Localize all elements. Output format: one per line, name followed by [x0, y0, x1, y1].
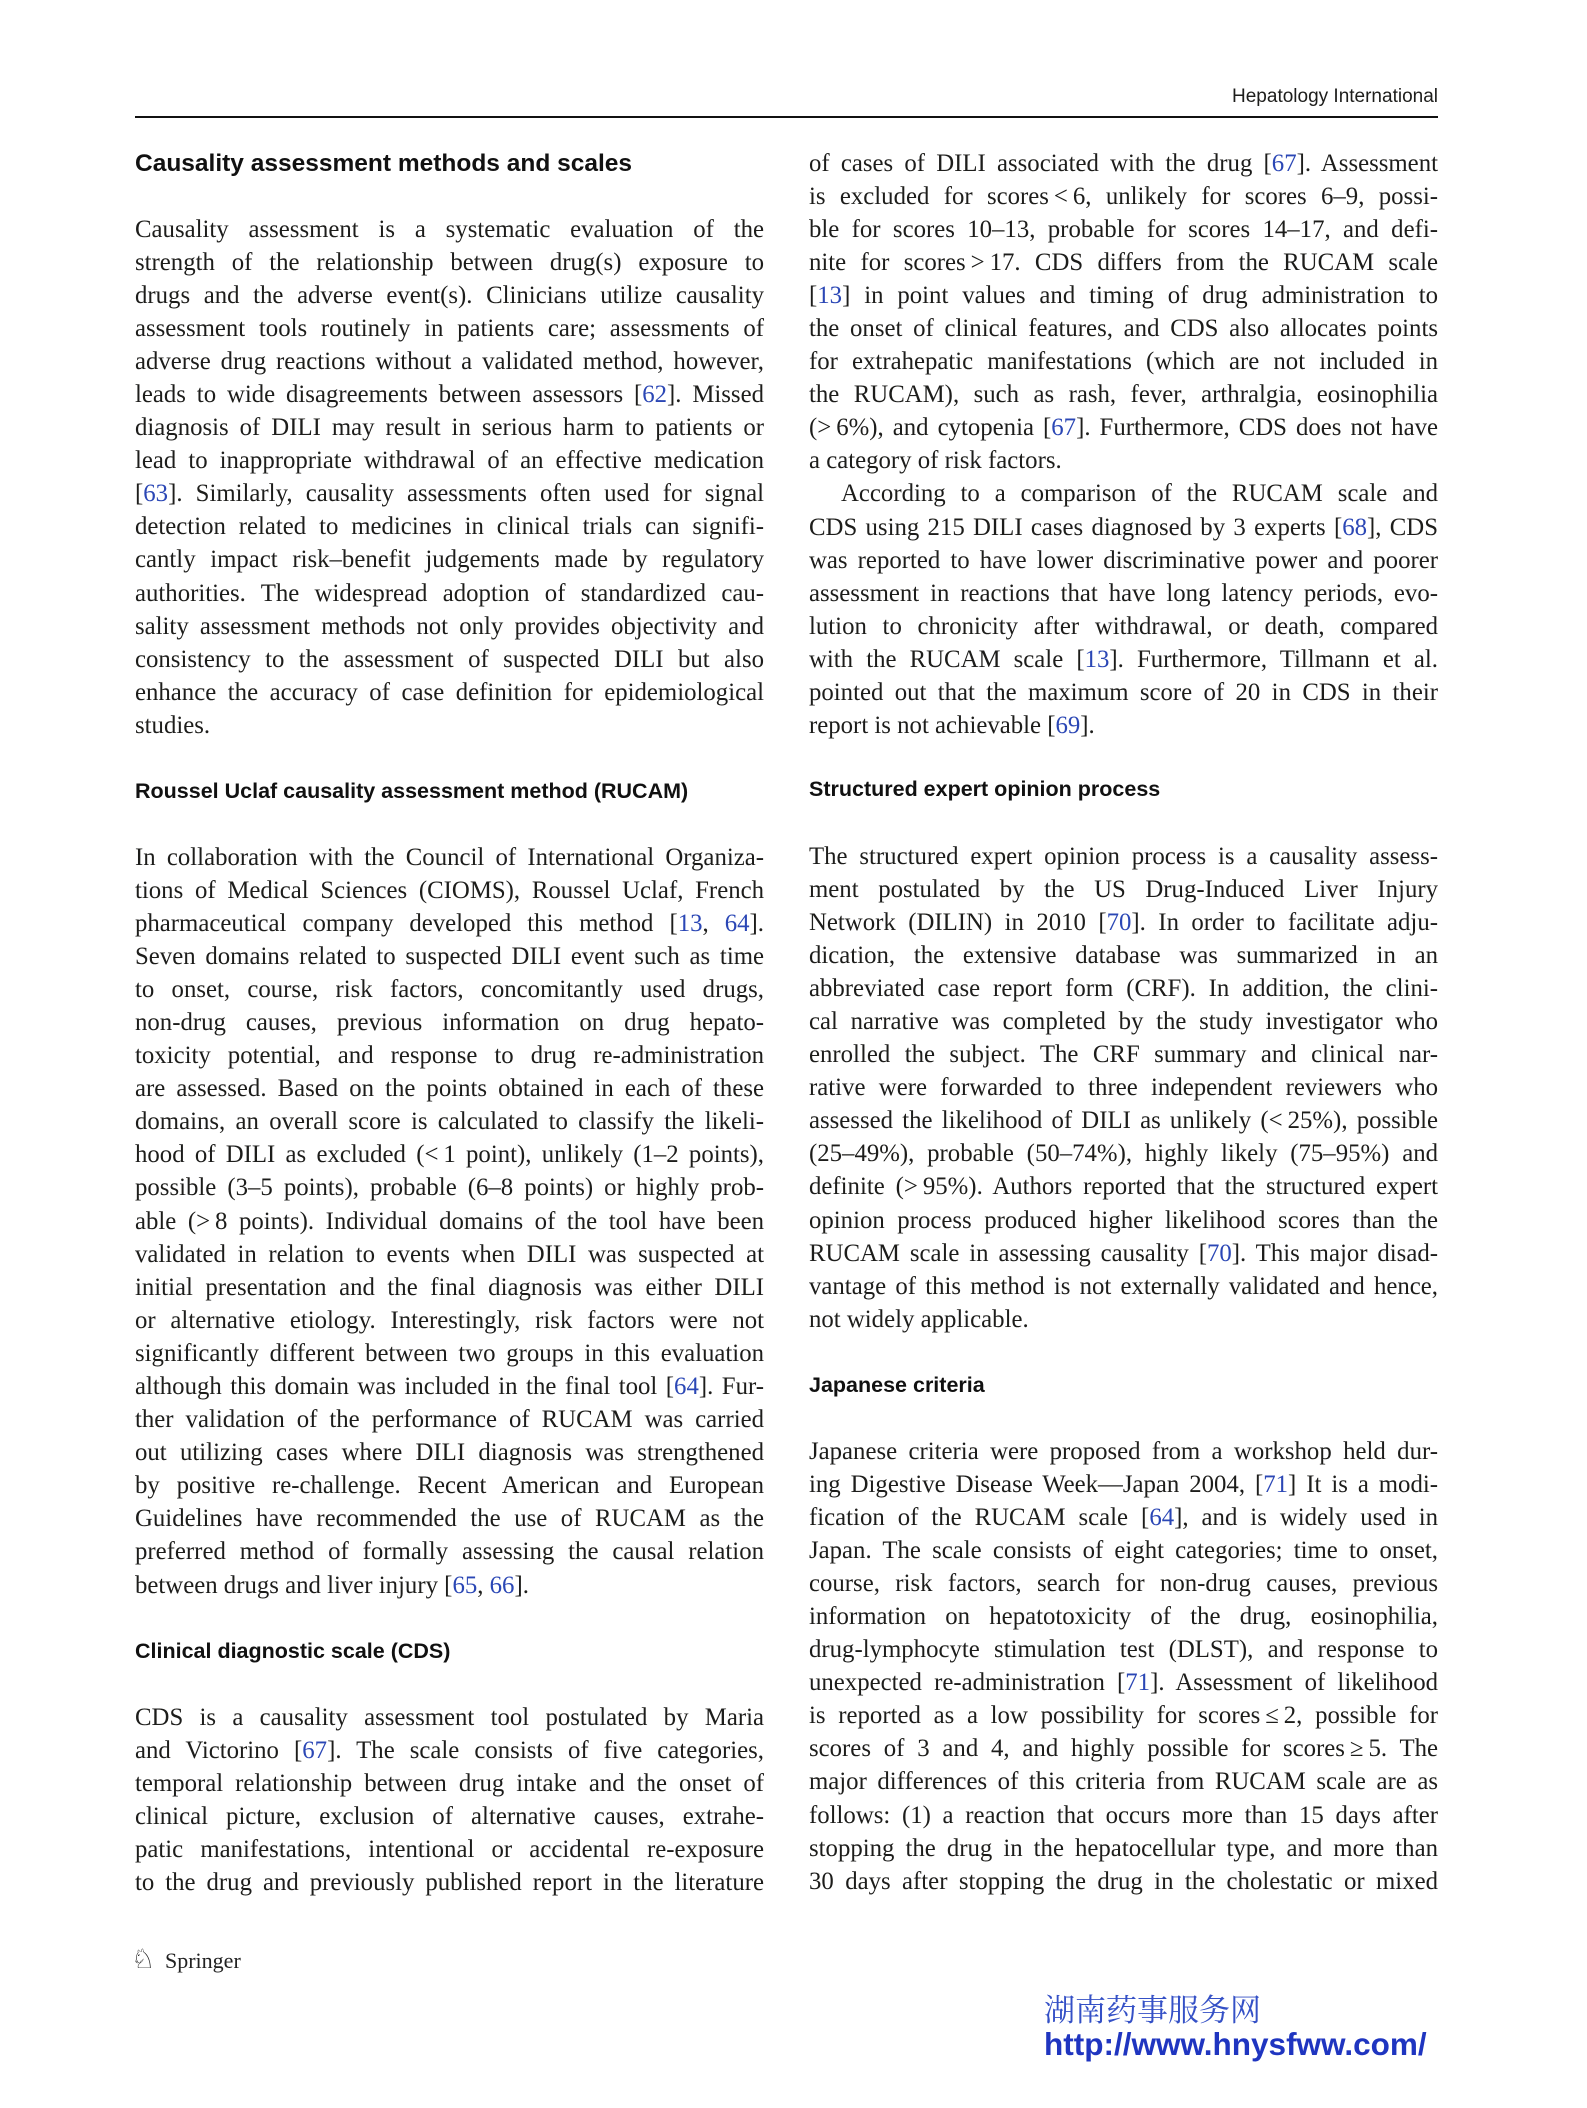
text-line: pharmaceutical company developed this method [13, 64].	[135, 909, 764, 937]
text-line: assessed the likelihood of DILI as unlikely (< 25%), possible	[809, 1107, 1438, 1135]
text-line: toxicity potential, and response to drug re-administration	[135, 1042, 764, 1070]
section-heading: Causality assessment methods and scales	[135, 149, 633, 177]
text-line: definite (> 95%). Authors reported that the structured expert	[809, 1173, 1438, 1201]
citation-link[interactable]: 70	[1206, 1239, 1232, 1267]
text-line: the RUCAM), such as rash, fever, arthralgia, eosinophilia	[809, 381, 1438, 409]
text-line: ment postulated by the US Drug-Induced Liver Injury	[809, 875, 1438, 903]
publisher-name: Springer	[165, 1948, 241, 1973]
text-line: initial presentation and the final diagnosis was either DILI	[135, 1273, 764, 1301]
paragraph-causality-intro	[135, 213, 764, 743]
text-line: consistency to the assessment of suspected DILI but also	[135, 645, 764, 673]
text-line: validated in relation to events when DILI was suspected at	[135, 1240, 764, 1268]
text-line: ble for scores 10–13, probable for scores 14–17, and defi-	[809, 215, 1438, 243]
text-line: enhance the accuracy of case definition for epidemiological	[135, 678, 764, 706]
watermark-site-name: 湖南药事服务网	[1044, 1993, 1261, 2029]
citation-link[interactable]: 64	[1149, 1503, 1175, 1531]
text-line: RUCAM scale in assessing causality [70]. This major disad-	[809, 1239, 1438, 1267]
text-line: studies.	[135, 711, 211, 739]
text-line: leads to wide disagreements between assessors [62]. Missed	[135, 380, 764, 408]
citation-link[interactable]: 67	[302, 1737, 328, 1765]
citation-link[interactable]: 64	[724, 909, 750, 937]
citation-link[interactable]: 67	[1271, 149, 1297, 177]
text-line: the onset of clinical features, and CDS also allocates points	[809, 314, 1438, 342]
text-line: able (> 8 points). Individual domains of the tool have been	[135, 1207, 764, 1235]
citation-link[interactable]: 64	[674, 1373, 699, 1400]
citation-link[interactable]: 63	[143, 480, 169, 508]
text-line: diagnosis of DILI may result in serious harm to patients or	[135, 414, 764, 442]
watermark-site-url: http://www.hnysfww.com/	[1044, 2026, 1427, 2062]
text-line: scores of 3 and 4, and highly possible for scores ≥ 5. The	[809, 1735, 1438, 1763]
text-line: hood of DILI as excluded (< 1 point), unlikely (1–2 points),	[135, 1141, 764, 1169]
text-line: [63]. Similarly, causality assessments often used for signal	[135, 480, 764, 508]
text-line: domains, an overall score is calculated to classify the likeli-	[135, 1108, 764, 1136]
journal-running-head: Hepatology International	[1232, 86, 1438, 107]
text-line: Japanese criteria were proposed from a workshop held dur-	[809, 1437, 1438, 1465]
text-line: tions of Medical Sciences (CIOMS), Roussel Uclaf, French	[135, 876, 764, 904]
text-line: major differences of this criteria from RUCAM scale are as	[809, 1768, 1438, 1796]
text-line: authorities. The widespread adoption of standardized cau-	[135, 579, 764, 607]
text-line: vantage of this method is not externally validated and hence,	[809, 1272, 1438, 1300]
text-line: opinion process produced higher likelihood scores than the	[809, 1206, 1438, 1234]
subheading-cds: Clinical diagnostic scale (CDS)	[135, 1638, 451, 1663]
paragraph-cds	[135, 1701, 764, 1900]
text-line: with the RUCAM scale [13]. Furthermore, Tillmann et al.	[809, 645, 1438, 673]
text-line: out utilizing cases where DILI diagnosis was strengthened	[135, 1439, 764, 1467]
paragraph-cds-comparison	[809, 477, 1438, 742]
citation-link[interactable]: 71	[1125, 1669, 1151, 1697]
paragraph-structured-expert-opinion	[809, 840, 1438, 1336]
text-line: sality assessment methods not only provides objectivity and	[135, 612, 764, 640]
paragraph-rucam	[135, 841, 764, 1602]
text-line: patic manifestations, intentional or accidental re-exposure	[135, 1836, 764, 1864]
citation-link[interactable]: 71	[1263, 1470, 1289, 1498]
text-line: temporal relationship between drug intake and the onset of	[135, 1770, 764, 1798]
text-line: preferred method of formally assessing the causal relation	[135, 1538, 764, 1566]
text-line: strength of the relationship between drug(s) exposure to	[135, 248, 764, 276]
citation-link[interactable]: 65	[452, 1571, 478, 1599]
citation-link[interactable]: 67	[1051, 414, 1077, 442]
text-line: The structured expert opinion process is a causality assess-	[809, 842, 1438, 870]
text-line: information on hepatotoxicity of the drug, eosinophilia,	[809, 1602, 1438, 1630]
text-line: ing Digestive Disease Week—Japan 2004, [71] It is a modi-	[809, 1470, 1438, 1498]
subheading-structured-expert-opinion: Structured expert opinion process	[809, 776, 1161, 801]
springer-knight-logo-icon	[131, 1944, 159, 1976]
paragraph-japanese-criteria	[809, 1435, 1438, 1898]
text-line: detection related to medicines in clinical trials can signifi-	[135, 513, 764, 541]
text-line: follows: (1) a reaction that occurs more than 15 days after	[809, 1801, 1438, 1829]
text-line: nite for scores > 17. CDS differs from the RUCAM scale	[809, 248, 1438, 276]
text-line: CDS using 215 DILI cases diagnosed by 3 experts [68], CDS	[809, 513, 1438, 541]
text-line: abbreviated case report form (CRF). In addition, the clini-	[809, 974, 1438, 1002]
header-rule	[135, 116, 1438, 118]
text-line: clinical picture, exclusion of alternative causes, extrahe-	[135, 1803, 764, 1831]
text-line: lead to inappropriate withdrawal of an effective medication	[135, 447, 764, 475]
text-line: not widely applicable.	[809, 1305, 1029, 1333]
text-line: lution to chronicity after withdrawal, or death, compared	[809, 612, 1438, 640]
text-line: CDS is a causality assessment tool postulated by Maria	[135, 1704, 764, 1731]
text-line: non-drug causes, previous information on drug hepato-	[135, 1008, 764, 1036]
text-line: Japan. The scale consists of eight categories; time to onset,	[809, 1536, 1438, 1564]
text-line: report is not achievable [69].	[809, 712, 1095, 740]
text-line: According to a comparison of the RUCAM scale and	[841, 480, 1438, 508]
text-line: cal narrative was completed by the study investigator who	[809, 1007, 1438, 1035]
text-line: enrolled the subject. The CRF summary and clinical nar-	[809, 1041, 1438, 1069]
text-line: Guidelines have recommended the use of RUCAM as the	[135, 1505, 764, 1533]
text-line: drugs and the adverse event(s). Clinicians utilize causality	[135, 281, 764, 309]
text-line: adverse drug reactions without a validated method, however,	[135, 347, 764, 375]
text-line: between drugs and liver injury [65, 66].	[135, 1571, 529, 1599]
text-line: significantly different between two groups in this evaluation	[135, 1339, 764, 1367]
text-line: and Victorino [67]. The scale consists of five categories,	[135, 1737, 764, 1765]
text-line: dication, the extensive database was summarized in an	[809, 941, 1438, 969]
right-column-top	[809, 147, 1438, 743]
text-line: ther validation of the performance of RUCAM was carried	[135, 1406, 764, 1434]
text-line: are assessed. Based on the points obtained in each of these	[135, 1075, 764, 1103]
text-line: Causality assessment is a systematic evaluation of the	[135, 215, 764, 243]
citation-link[interactable]: 62	[642, 380, 668, 408]
text-line: although this domain was included in the final tool [64]. Fur-	[135, 1373, 764, 1400]
text-line: course, risk factors, search for non-drug causes, previous	[809, 1569, 1438, 1597]
text-line: Seven domains related to suspected DILI event such as time	[135, 942, 764, 970]
text-line: Network (DILIN) in 2010 [70]. In order to facilitate adju-	[809, 908, 1438, 936]
citation-link[interactable]: 13	[1084, 645, 1110, 673]
text-line: (> 6%), and cytopenia [67]. Furthermore, CDS does not have	[809, 414, 1438, 442]
paragraph-cds-continued	[809, 147, 1438, 478]
text-line: 30 days after stopping the drug in the cholestatic or mixed	[809, 1867, 1438, 1895]
text-line: fication of the RUCAM scale [64], and is widely used in	[809, 1503, 1438, 1531]
text-line: was reported to have lower discriminative power and poorer	[809, 546, 1438, 574]
text-line: is excluded for scores < 6, unlikely for scores 6–9, possi-	[809, 182, 1438, 210]
text-line: pointed out that the maximum score of 20 in CDS in their	[809, 679, 1438, 706]
citation-link[interactable]: 13	[817, 281, 843, 309]
citation-link[interactable]: 69	[1055, 712, 1081, 740]
text-line: cantly impact risk–benefit judgements made by regulatory	[135, 546, 764, 574]
text-line: (25–49%), probable (50–74%), highly likely (75–95%) and	[809, 1140, 1438, 1168]
text-line: assessment tools routinely in patients care; assessments of	[135, 314, 764, 342]
text-line: for extrahepatic manifestations (which are not included in	[809, 348, 1438, 376]
citation-link[interactable]: 68	[1342, 513, 1368, 541]
text-line: possible (3–5 points), probable (6–8 points) or highly prob-	[135, 1174, 764, 1202]
text-line: of cases of DILI associated with the drug [67]. Assessment	[809, 149, 1438, 177]
citation-link[interactable]: 66	[489, 1571, 515, 1599]
subheading-rucam: Roussel Uclaf causality assessment method (RUCAM)	[135, 778, 689, 803]
text-line: [13] in point values and timing of drug administration to	[809, 281, 1438, 309]
text-line: unexpected re-administration [71]. Assessment of likelihood	[809, 1669, 1438, 1697]
text-line: or alternative etiology. Interestingly, risk factors were not	[135, 1306, 764, 1334]
text-line: drug-lymphocyte stimulation test (DLST), and response to	[809, 1636, 1438, 1664]
text-line: to onset, course, risk factors, concomitantly used drugs,	[135, 975, 764, 1003]
subheading-japanese-criteria: Japanese criteria	[809, 1372, 985, 1397]
text-line: In collaboration with the Council of International Organiza-	[135, 843, 764, 871]
text-line: assessment in reactions that have long latency periods, evo-	[809, 579, 1438, 607]
text-line: by positive re-challenge. Recent American and European	[135, 1472, 764, 1500]
text-line: stopping the drug in the hepatocellular type, and more than	[809, 1834, 1438, 1862]
citation-link[interactable]: 70	[1106, 908, 1132, 936]
text-line: to the drug and previously published report in the literature	[135, 1869, 764, 1897]
text-line: rative were forwarded to three independent reviewers who	[809, 1074, 1438, 1102]
text-line: a category of risk factors.	[809, 447, 1062, 475]
text-line: is reported as a low possibility for scores ≤ 2, possible for	[809, 1702, 1438, 1730]
citation-link[interactable]: 13	[677, 909, 703, 937]
